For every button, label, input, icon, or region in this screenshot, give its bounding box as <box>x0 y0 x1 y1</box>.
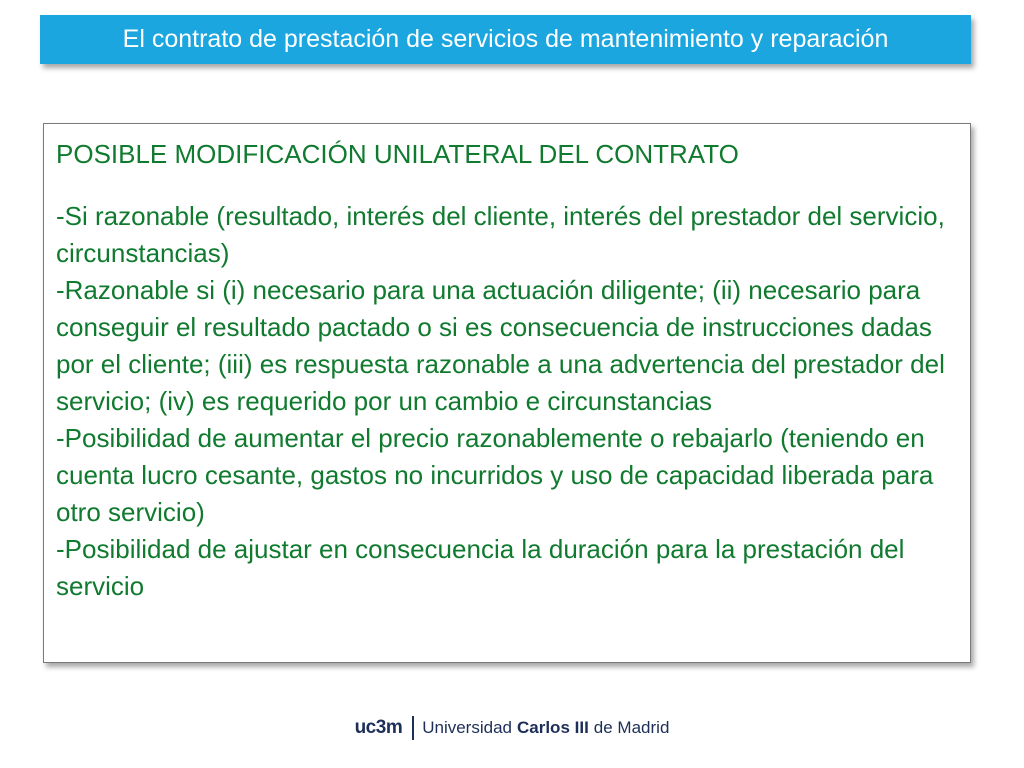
content-box <box>43 123 971 663</box>
logo-university-name: Carlos III <box>516 718 589 737</box>
logo-university-suffix: de Madrid <box>593 718 670 737</box>
logo-university-prefix: Universidad <box>422 718 512 737</box>
slide-title: El contrato de prestación de servicios de mantenimiento y reparación <box>122 25 889 53</box>
logo-brand: uc3m <box>354 717 403 738</box>
content-paragraph-4: -Posibilidad de ajustar en consecuencia la duración para la prestación del servicio <box>56 534 905 601</box>
content-heading: POSIBLE MODIFICACIÓN UNILATERAL DEL CONTRATO <box>56 139 739 169</box>
content-paragraph-1: -Si razonable (resultado, interés del cliente, interés del prestador del servicio, circunstancias) <box>56 201 945 268</box>
content-paragraph-2: -Razonable si (i) necesario para una actuación diligente; (ii) necesario para conseguir el resultado pactado o si es consecuencia de instrucciones dadas por el cliente; (iii) es respuesta razonable a una advertencia del prestador del servicio; (iv) es requerido por un cambio e circunstancias <box>56 275 945 416</box>
logo-divider <box>412 716 414 740</box>
content-spacer <box>56 170 958 198</box>
slide-title-bar <box>40 15 971 64</box>
university-logo <box>0 716 1024 740</box>
content-paragraph-3: -Posibilidad de aumentar el precio razonablemente o rebajarlo (teniendo en cuenta lucro cesante, gastos no incurridos y uso de capacidad liberada para otro servicio) <box>56 423 934 527</box>
